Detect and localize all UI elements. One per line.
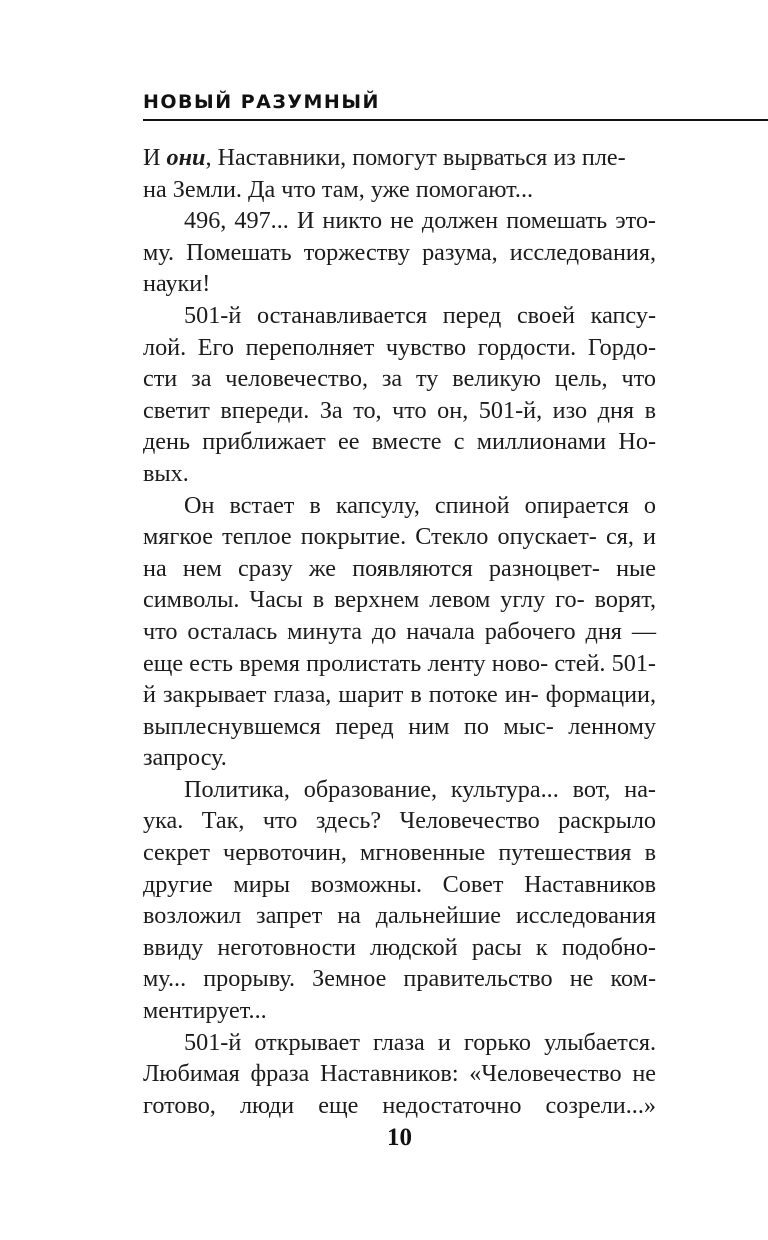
text-line: о мягкое теплое покрытие. Стекло опускает- — [143, 491, 656, 551]
text-line: ворят, что осталась минута до начала рабочего — [143, 586, 656, 645]
text-line: 496, 497... И никто не должен помешать это- — [184, 207, 656, 235]
text-line: стей. 501-й закрывает глаза, шарит в потоке ин- — [143, 649, 656, 709]
text-line: му... прорыву. Земное правительство не ком- — [143, 965, 656, 993]
paragraph — [143, 142, 656, 205]
text-fragment: , Наставники, помогут вырваться из пле- — [205, 144, 626, 171]
text-line: 501-й открывает глаза и горько улыбается. — [184, 1028, 656, 1056]
text-line: ные символы. Часы в верхнем левом углу го- — [143, 554, 657, 614]
emphasis: они — [166, 144, 206, 171]
text-line: ся, и на нем сразу же появляются разноцвет- — [143, 523, 656, 582]
text-line: Любимая фраза Наставников: «Человечество — [143, 1060, 622, 1088]
paragraph — [143, 300, 656, 490]
text-line: формации, выплеснувшемся перед ним по мыс- — [143, 681, 657, 740]
text-line: в день приближает ее вместе с миллионами Но- — [143, 396, 657, 456]
text-line: ука. Так, что здесь? Человечество раскрыло — [143, 807, 656, 835]
running-head — [143, 91, 768, 121]
text-line: секрет червоточин, мгновенные путешествия — [143, 839, 632, 867]
text-line: светит впереди. За то, что он, 501-й, изо дня — [143, 396, 635, 424]
text-line: дня — еще есть время пролистать ленту ново- — [143, 617, 657, 677]
page-number: 10 — [387, 1124, 412, 1151]
body-text — [143, 142, 656, 1121]
text-line: Политика, образование, культура... вот, на- — [184, 775, 656, 803]
text-line: возложил запрет на дальнейшие исследования — [143, 902, 656, 930]
book-title: НОВЫЙ РАЗУМНЫЙ — [143, 91, 380, 113]
text-fragment: И — [143, 144, 167, 171]
paragraph — [143, 774, 656, 1027]
text-line: ментирует... — [143, 997, 267, 1025]
text-line: сти за человечество, за ту великую цель, что — [143, 365, 656, 393]
text-line: ввиду неготовности людской расы к подобно- — [143, 933, 656, 961]
text-line: 501-й останавливается перед своей капсу- — [184, 301, 656, 329]
text-line: на Земли. Да что там, уже помогают... — [143, 175, 534, 203]
paragraph — [143, 205, 656, 300]
paragraph — [143, 490, 656, 774]
text-line: Он встает в капсулу, спиной опирается — [184, 491, 629, 519]
text-line: ленному запросу. — [143, 712, 657, 772]
text-line: в другие миры возможны. Совет Наставников — [143, 839, 656, 898]
paragraph — [143, 1027, 656, 1122]
text-line: вых. — [143, 459, 189, 487]
text-line: не готово, люди еще недостаточно созрели...» — [143, 1060, 657, 1119]
text-line: науки! — [143, 270, 211, 298]
text-line: лой. Его переполняет чувство гордости. Гордо- — [143, 333, 656, 361]
text-line: му. Помешать торжеству разума, исследования, — [143, 238, 656, 266]
